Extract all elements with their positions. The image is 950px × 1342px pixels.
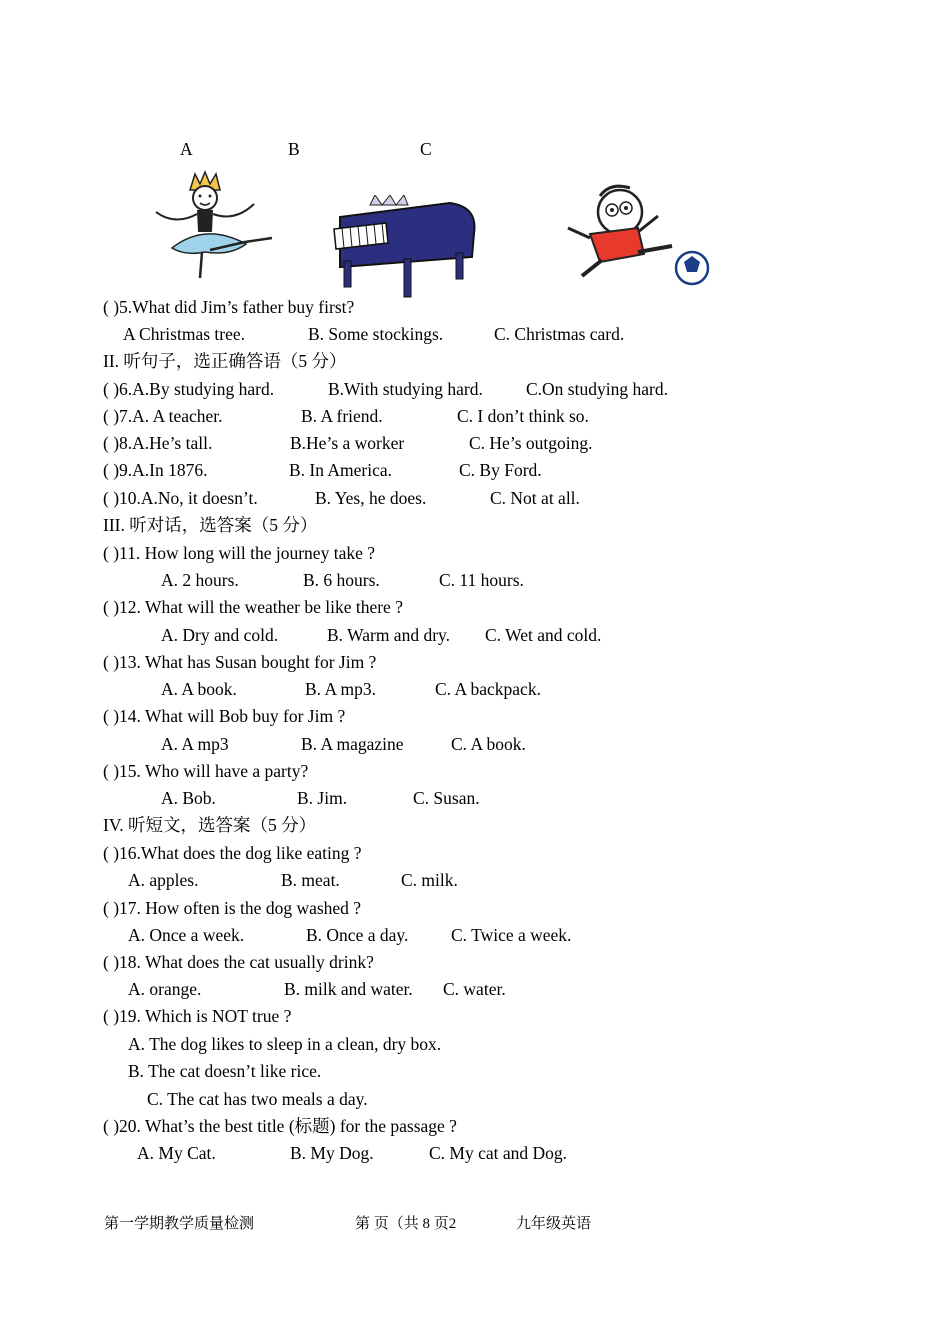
q11-option-b: B. 6 hours.: [303, 570, 380, 590]
q18-option-a: A. orange.: [128, 979, 202, 999]
footer-grade-subject: 九年级英语: [516, 1216, 592, 1232]
q12-stem: ( )12. What will the weather be like there ?: [103, 597, 403, 617]
q16-option-c: C. milk.: [401, 870, 458, 890]
q11-stem: ( )11. How long will the journey take ?: [103, 543, 375, 563]
q19-option-c: C. The cat has two meals a day.: [147, 1089, 368, 1109]
q14-option-b: B. A magazine: [301, 734, 404, 754]
q18-option-c: C. water.: [443, 979, 506, 999]
q11-option-a: A. 2 hours.: [161, 570, 239, 590]
q5-stem: ( )5.What did Jim’s father buy first?: [103, 297, 355, 317]
q5-option-a: A Christmas tree.: [123, 324, 245, 344]
q16-stem: ( )16.What does the dog like eating ?: [103, 843, 362, 863]
section-4-heading: IV. 听短文，选答案（5 分）: [103, 815, 317, 835]
q20-option-b: B. My Dog.: [290, 1143, 374, 1163]
q17-option-c: C. Twice a week.: [451, 925, 572, 945]
q10-option-b: B. Yes, he does.: [315, 488, 427, 508]
q17-stem: ( )17. How often is the dog washed ?: [103, 898, 362, 918]
q10-option-c: C. Not at all.: [490, 488, 580, 508]
section-3-heading: III. 听对话，选答案（5 分）: [103, 515, 318, 535]
grand-piano-image: [330, 195, 480, 300]
q18-stem: ( )18. What does the cat usually drink?: [103, 952, 374, 972]
q11-option-c: C. 11 hours.: [439, 570, 524, 590]
q15-option-a: A. Bob.: [161, 788, 216, 808]
q17-option-a: A. Once a week.: [128, 925, 245, 945]
q15-stem: ( )15. Who will have a party?: [103, 761, 309, 781]
q5-option-c: C. Christmas card.: [494, 324, 625, 344]
q9-stem: ( )9.A.In 1876.: [103, 460, 208, 480]
ballerina-image: [150, 170, 275, 285]
q9-option-c: C. By Ford.: [459, 460, 542, 480]
q14-option-c: C. A book.: [451, 734, 526, 754]
q15-option-c: C. Susan.: [413, 788, 480, 808]
q12-option-c: C. Wet and cold.: [485, 625, 602, 645]
q7-stem: ( )7.A. A teacher.: [103, 406, 223, 426]
q6-option-b: B.With studying hard.: [328, 379, 483, 399]
q13-option-a: A. A book.: [161, 679, 237, 699]
q17-option-b: B. Once a day.: [306, 925, 409, 945]
q14-stem: ( )14. What will Bob buy for Jim ?: [103, 706, 346, 726]
pic-label-b: B: [288, 139, 300, 159]
q20-option-a: A. My Cat.: [137, 1143, 216, 1163]
q14-option-a: A. A mp3: [161, 734, 229, 754]
footer-exam-title: 第一学期教学质量检测: [104, 1216, 255, 1232]
q10-stem: ( )10.A.No, it doesn’t.: [103, 488, 258, 508]
q20-option-c: C. My cat and Dog.: [429, 1143, 568, 1163]
q13-option-b: B. A mp3.: [305, 679, 376, 699]
q8-option-b: B.He’s a worker: [290, 433, 405, 453]
q7-option-b: B. A friend.: [301, 406, 383, 426]
q15-option-b: B. Jim.: [297, 788, 348, 808]
q19-option-b: B. The cat doesn’t like rice.: [128, 1061, 322, 1081]
q8-option-c: C. He’s outgoing.: [469, 433, 593, 453]
q9-option-b: B. In America.: [289, 460, 393, 480]
q7-option-c: C. I don’t think so.: [457, 406, 589, 426]
q19-option-a: A. The dog likes to sleep in a clean, dry box.: [128, 1034, 442, 1054]
q5-option-b: B. Some stockings.: [308, 324, 444, 344]
q20-stem: ( )20. What’s the best title (标题) for the passage ?: [103, 1116, 457, 1136]
q6-stem: ( )6.A.By studying hard.: [103, 379, 275, 399]
pic-label-c: C: [420, 139, 432, 159]
pic-label-a: A: [180, 139, 193, 159]
soccer-boy-image: [560, 182, 712, 290]
q16-option-a: A. apples.: [128, 870, 199, 890]
q19-stem: ( )19. Which is NOT true ?: [103, 1006, 292, 1026]
q13-option-c: C. A backpack.: [435, 679, 541, 699]
q8-stem: ( )8.A.He’s tall.: [103, 433, 213, 453]
q18-option-b: B. milk and water.: [284, 979, 413, 999]
q12-option-a: A. Dry and cold.: [161, 625, 279, 645]
footer-page-number: 第 页（共 8 页2: [355, 1216, 457, 1232]
q13-stem: ( )13. What has Susan bought for Jim ?: [103, 652, 377, 672]
section-2-heading: II. 听句子，选正确答语（5 分）: [103, 351, 347, 371]
q6-option-c: C.On studying hard.: [526, 379, 668, 399]
q16-option-b: B. meat.: [281, 870, 340, 890]
q12-option-b: B. Warm and dry.: [327, 625, 451, 645]
